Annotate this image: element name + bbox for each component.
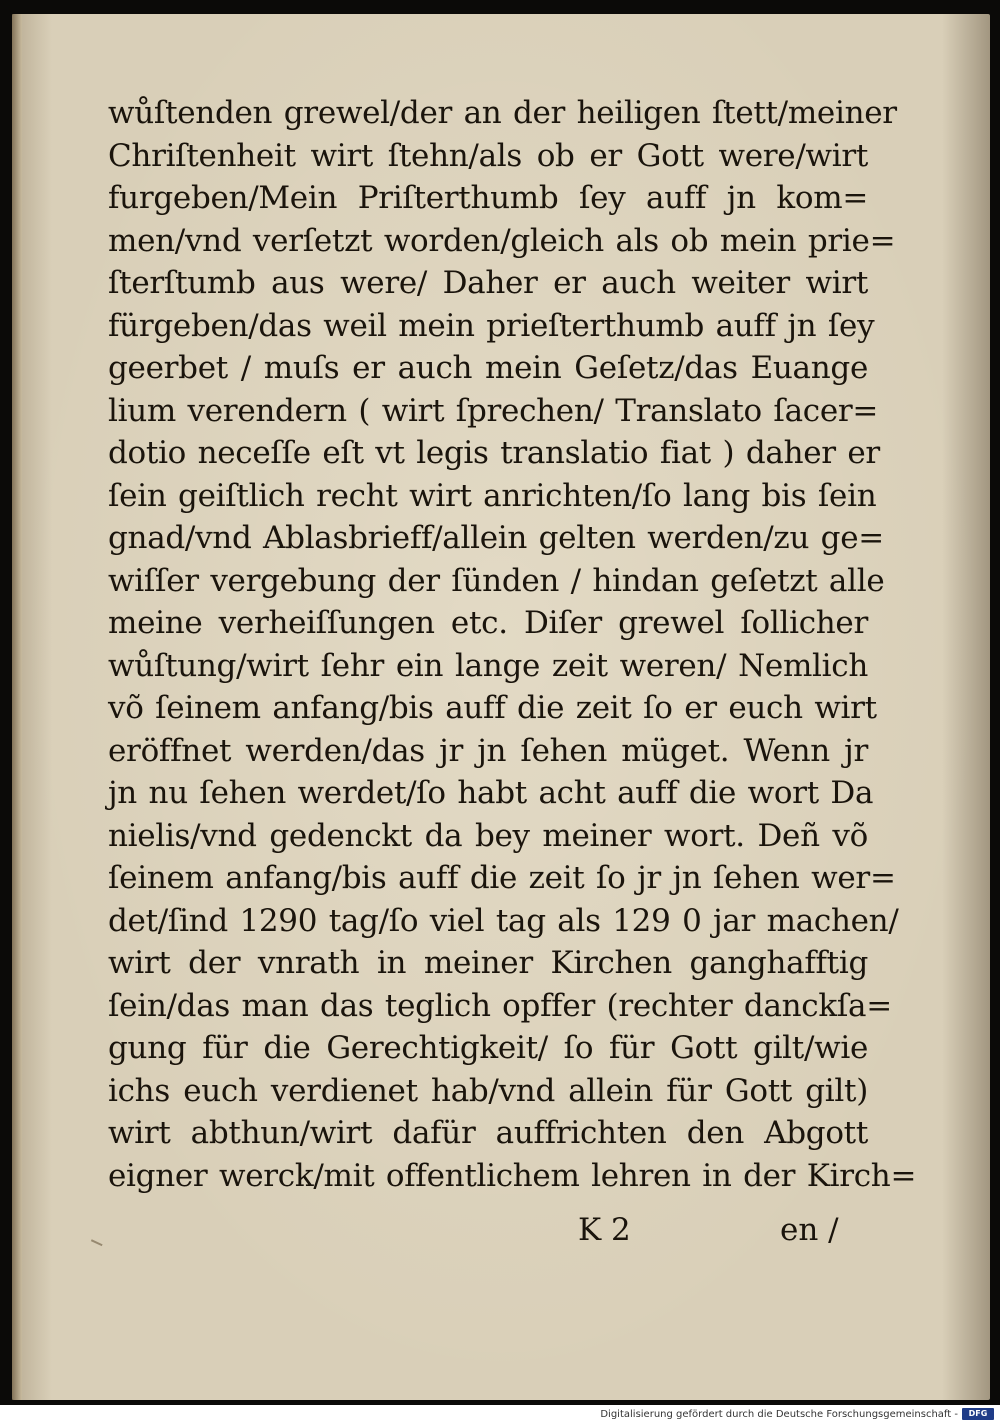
text-line: ichs euch verdienet hab/vnd allein für Gott gilt): [108, 1072, 868, 1109]
text-line: eröffnet werden/das jr jn ſehen müget. Wenn jr: [108, 732, 868, 769]
signature-mark: K 2: [578, 1212, 631, 1248]
text-line: võ ſeinem anfang/bis auff die zeit ſo er euch wirt: [108, 690, 877, 726]
text-line: fürgeben/das weil mein prieſterthumb auff jn ſey: [108, 307, 875, 344]
digitization-credit: Digitalisierung gefördert durch die Deutsche Forschungsgemeinschaft -: [600, 1409, 958, 1420]
text-line: lium verendern ( wirt ſprechen/ Translato ſacer=: [108, 392, 879, 429]
text-line: meine verheiſſungen etc. Diſer grewel ſollicher: [108, 605, 868, 641]
text-line: ſterſtumb aus were/ Daher er auch weiter wirt: [108, 265, 868, 301]
signature-line: [0, 1212, 1000, 1256]
text-line: ſein/das man das teglich opffer (rechter danckſa=: [108, 987, 892, 1024]
text-line: men/vnd verſetzt worden/gleich als ob mein prie=: [108, 222, 896, 259]
text-line: wirt abthun/wirt dafür auffrichten den Abgott: [108, 1115, 868, 1151]
text-line: jn nu ſehen werdet/ſo habt acht auff die wort Da: [108, 775, 874, 811]
text-line: ſein geiſtlich recht wirt anrichten/ſo lang bis ſein: [108, 477, 877, 514]
text-line: wůſtenden grewel/der an der heiligen ſtett/meiner: [108, 95, 897, 131]
text-line: furgeben/Mein Priſterthumb ſey auff jn kom=: [108, 180, 868, 216]
text-line: nielis/vnd gedenckt da bey meiner wort. Deñ võ: [108, 817, 868, 854]
catchword: en /: [780, 1212, 839, 1248]
text-line: wiſſer vergebung der ſünden / hindan geſetzt alle: [108, 562, 885, 599]
text-line: wirt der vnrath in meiner Kirchen ganghafftig: [108, 945, 868, 981]
page-gutter-shadow: [12, 14, 22, 1400]
text-line: gnad/vnd Ablasbrieff/allein gelten werden/zu ge=: [108, 520, 884, 556]
text-line: det/ſind 1290 tag/ſo viel tag als 129 0 jar machen/: [108, 902, 899, 939]
text-line: dotio neceſſe eſt vt legis translatio fiat ) daher er: [108, 435, 880, 471]
text-line: wůſtung/wirt ſehr ein lange zeit weren/ Nemlich: [108, 647, 868, 684]
text-line: Chriſtenheit wirt ſtehn/als ob er Gott were/wirt: [108, 137, 868, 174]
text-line: ſeinem anfang/bis auff die zeit ſo jr jn ſehen wer=: [108, 860, 896, 896]
text-line: geerbet / muſs er auch mein Geſetz/das Euange: [108, 350, 868, 386]
dfg-logo[interactable]: DFG: [962, 1408, 994, 1420]
page-text-block: [108, 92, 917, 1197]
text-line: gung für die Gerechtigkeit/ ſo für Gott gilt/wie: [108, 1030, 868, 1066]
text-line: eigner werck/mit offentlichem lehren in der Kirch=: [108, 1157, 917, 1194]
